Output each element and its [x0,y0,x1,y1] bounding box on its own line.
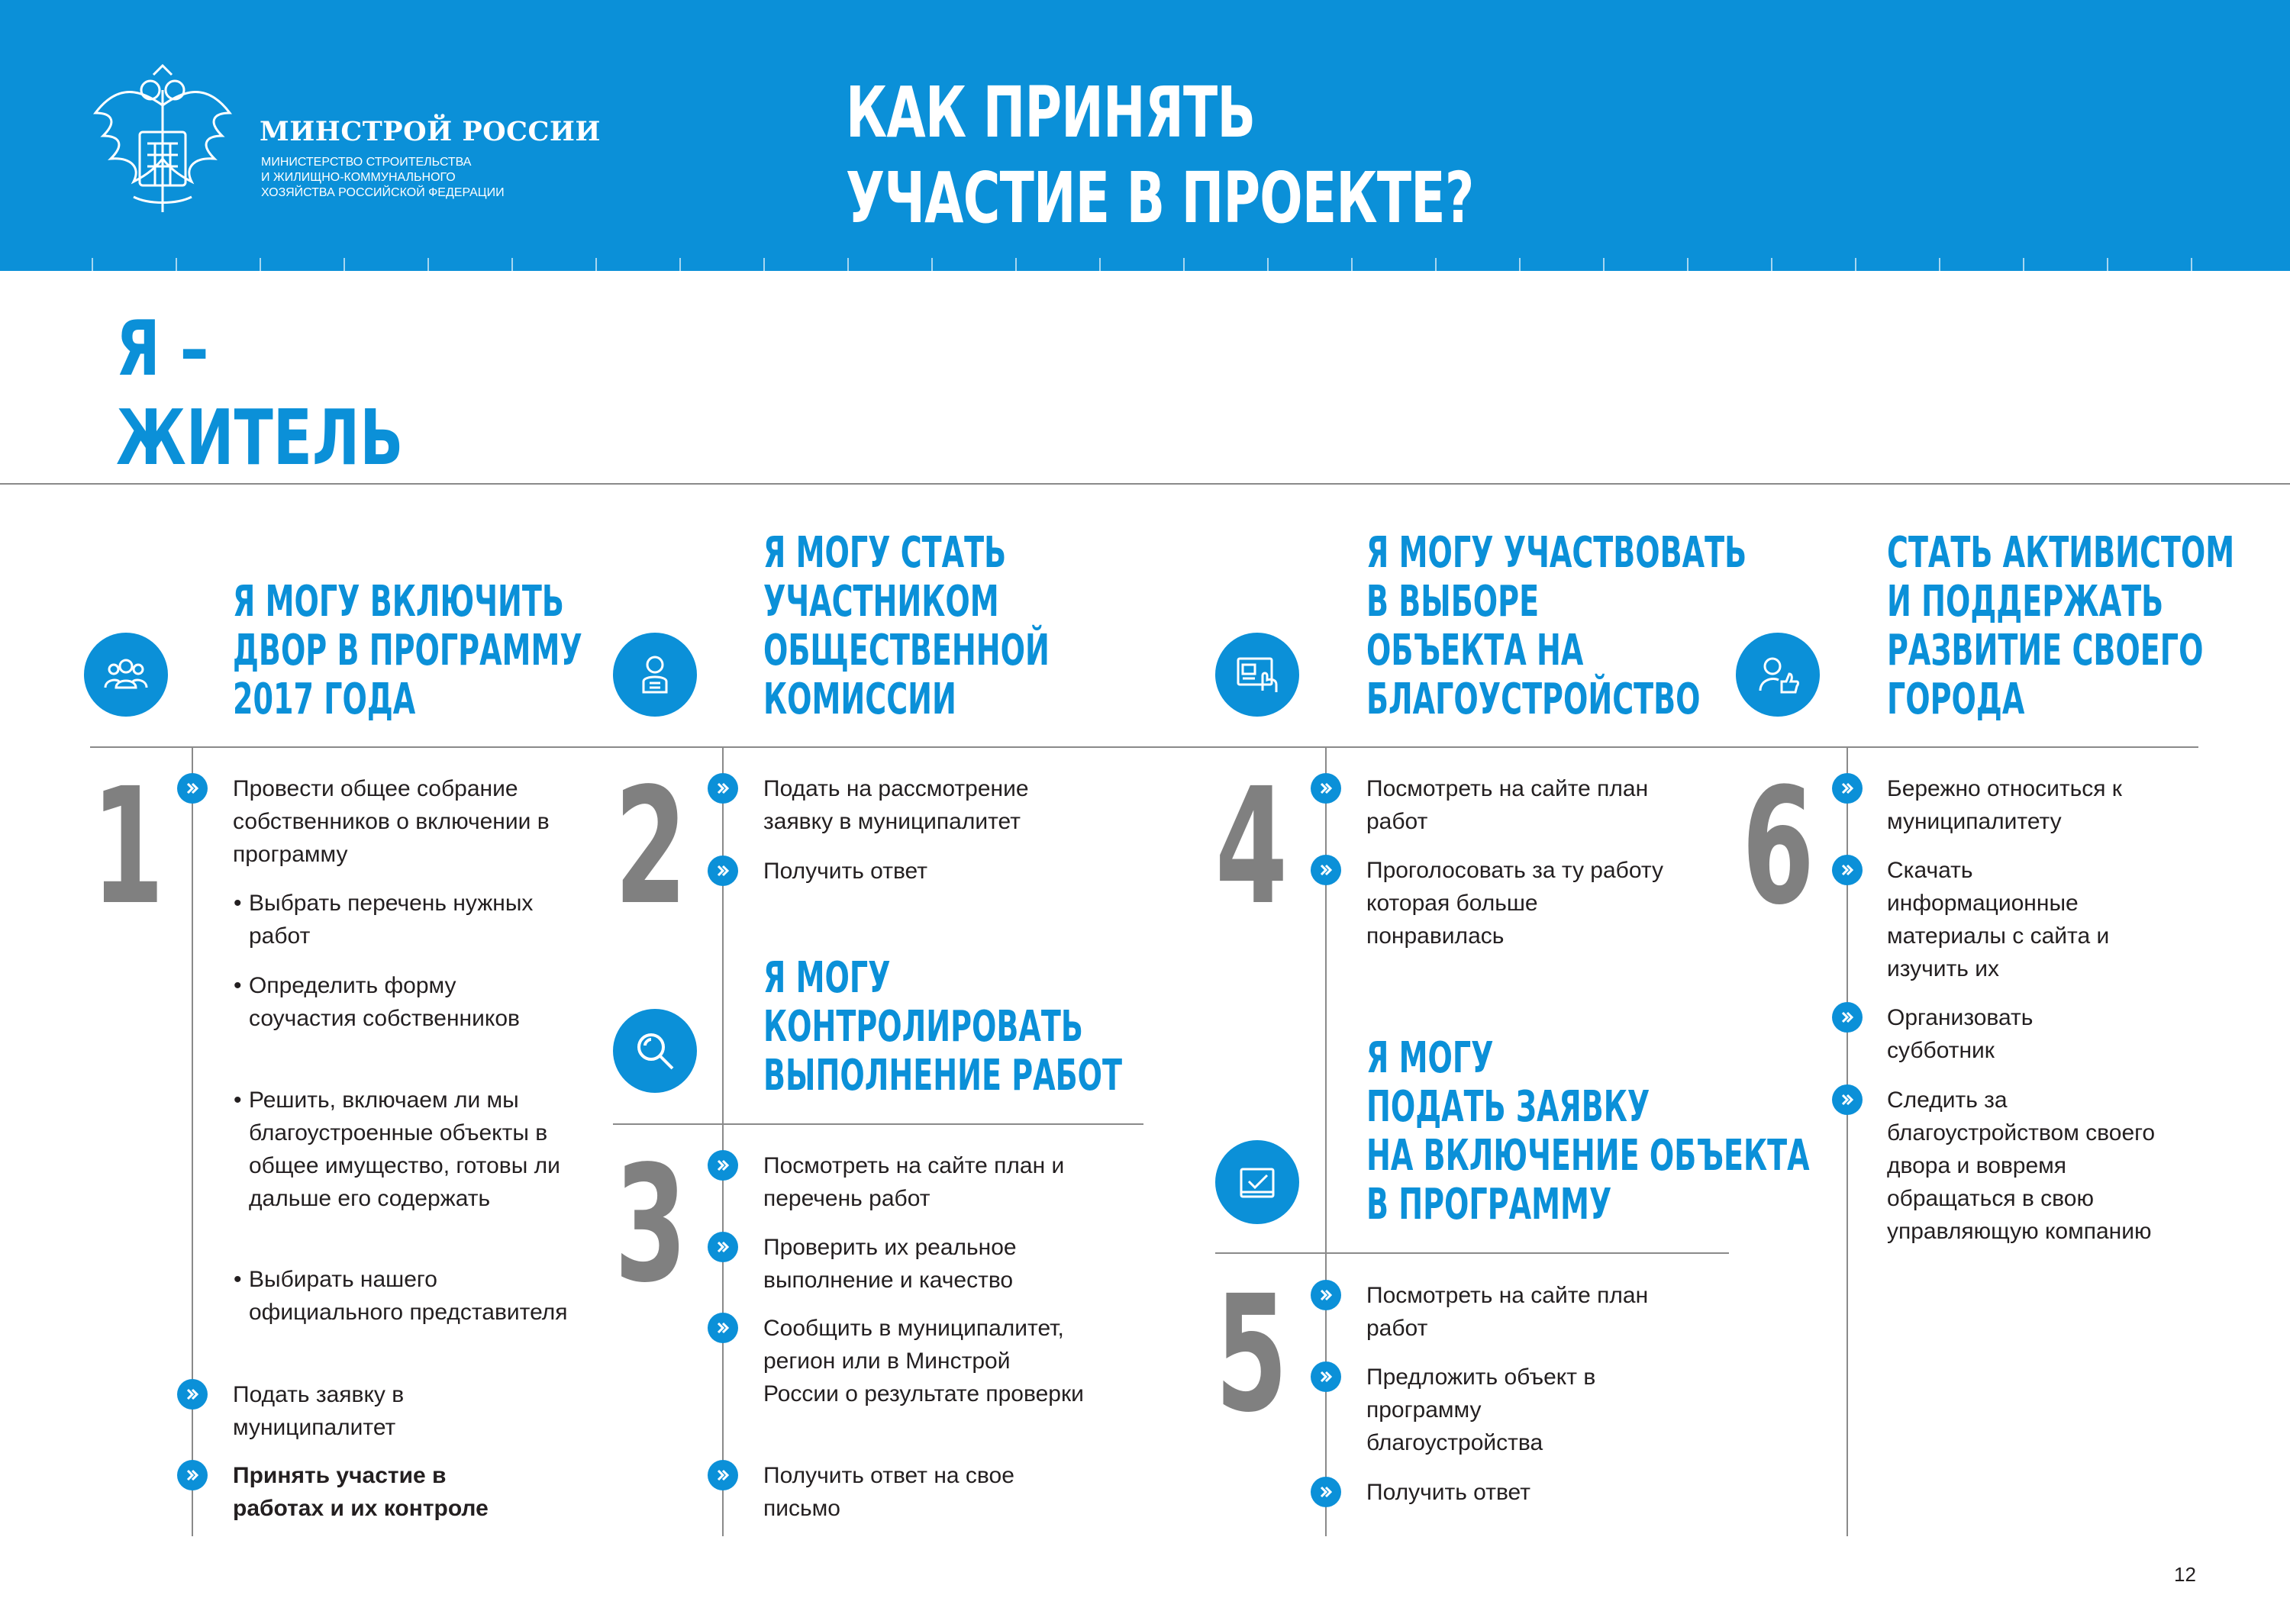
list-item: Получить ответ [1366,1480,1530,1505]
double-chevron-icon [1311,1477,1341,1507]
page-number: 12 [2174,1563,2196,1586]
list-item: Посмотреть на сайте план и перечень работ [763,1153,1065,1211]
section-heading-line: КОМИССИИ [763,675,956,724]
section-heading-line: Я МОГУ [763,953,891,1003]
role-heading-line: Я – [116,304,209,393]
step-number: 2 [614,753,687,940]
list-item: Подать на рассмотрение заявку в муниципалитет [763,776,1029,834]
section-heading [1366,1034,1810,1229]
section-heading-line: НА ВКЛЮЧЕНИЕ ОБЪЕКТА [1366,1131,1810,1181]
org-subtitle-line: И ЖИЛИЩНО-КОММУНАЛЬНОГО [261,171,456,184]
magnifier-icon [613,1009,697,1093]
section-heading-line: ОБЩЕСТВЕННОЙ [763,626,1050,675]
section-divider [0,483,2290,485]
double-chevron-icon [1832,773,1863,804]
org-subtitle [261,155,536,201]
double-chevron-icon [708,856,738,886]
double-chevron-icon [177,1379,208,1410]
checklist-icon [1215,1140,1299,1224]
list-item: Предложить объект в программу благоустройства [1366,1365,1596,1455]
double-chevron-icon [1832,855,1863,885]
list-item: Проверить их реальное выполнение и качество [763,1235,1017,1293]
section-heading-line: Я МОГУ СТАТЬ [763,528,1007,578]
sub-list-item-text: Определить форму соучастия собственников [249,973,520,1031]
double-chevron-icon [708,1460,738,1490]
column-divider [90,746,2198,748]
page-title [846,70,1474,241]
sub-list-item: • Решить, включаем ли мы благоустроенные объекты в общее имущество, готовы ли дальше его содержать [234,1088,560,1211]
list-item: Принять участие в работах и их контроле [233,1463,489,1521]
double-chevron-icon [1832,1002,1863,1033]
double-chevron-icon [177,1460,208,1490]
person-icon [613,633,697,717]
org-name: МИНСТРОЙ РОССИИ [260,116,601,147]
section-heading-line: ДВОР В ПРОГРАММУ [233,626,582,675]
sub-list-item: • Выбирать нашего официального представителя [234,1267,568,1325]
section-heading-line: УЧАСТНИКОМ [763,577,999,627]
list-item: Скачать информационные материалы с сайта и изучить их [1887,858,2110,981]
section-heading-line: Я МОГУ ВКЛЮЧИТЬ [233,577,564,627]
double-chevron-icon [708,1313,738,1343]
org-subtitle-line: ХОЗЯЙСТВА РОССИЙСКОЙ ФЕДЕРАЦИИ [261,186,505,199]
section-heading-line: В ПРОГРАММУ [1366,1180,1612,1229]
section-heading [1887,529,2234,724]
list-item: Получить ответ на свое письмо [763,1463,1014,1521]
list-item: Организовать субботник [1887,1005,2034,1063]
column-divider [1215,1252,1729,1254]
section-heading-line: РАЗВИТИЕ СВОЕГО [1887,626,2204,675]
list-item: Сообщить в муниципалитет, регион или в Минстрой России о результате проверки [763,1316,1084,1406]
section-heading-line: БЛАГОУСТРОЙСТВО [1366,675,1701,724]
column-rule [192,746,193,1536]
page-title-line: КАК ПРИНЯТЬ [846,72,1256,153]
double-chevron-icon [1311,1280,1341,1310]
list-item: Посмотреть на сайте план работ [1366,776,1649,834]
sub-list-item: • Выбрать перечень нужных работ [234,891,534,949]
list-item: Посмотреть на сайте план работ [1366,1283,1649,1341]
emblem-eagle-icon [88,60,237,220]
double-chevron-icon [1311,1361,1341,1392]
section-heading [1366,529,1747,724]
step-number: 3 [614,1131,687,1318]
step-number: 6 [1742,753,1814,940]
page-title-line: УЧАСТИЕ В ПРОЕКТЕ? [846,157,1474,239]
section-heading-line: ПОДАТЬ ЗАЯВКУ [1366,1082,1650,1132]
section-heading [233,578,582,724]
list-item: Проголосовать за ту работу которая больше понравилась [1366,858,1663,949]
double-chevron-icon [1311,855,1341,885]
section-heading-line: ВЫПОЛНЕНИЕ РАБОТ [763,1051,1122,1100]
screen-hand-icon [1215,633,1299,717]
section-heading [763,529,1050,724]
section-heading [763,954,1122,1100]
section-heading-line: КОНТРОЛИРОВАТЬ [763,1002,1083,1052]
thumbs-up-person-icon [1736,633,1820,717]
header-tick-strip [0,258,2290,271]
section-heading-line: В ВЫБОРЕ [1366,577,1540,627]
section-heading-line: СТАТЬ АКТИВИСТОМ [1887,528,2235,578]
group-icon [84,633,168,717]
role-heading-line: ЖИТЕЛЬ [116,393,404,482]
sub-list-item-text: Решить, включаем ли мы благоустроенные объекты в общее имущество, готовы ли дальше его содержать [249,1088,560,1211]
list-item: Получить ответ [763,859,927,884]
sub-list-item: • Определить форму соучастия собственников [234,973,520,1031]
section-heading-line: 2017 ГОДА [233,675,416,724]
org-subtitle-line: МИНИСТЕРСТВО СТРОИТЕЛЬСТВА [261,156,472,169]
double-chevron-icon [708,1150,738,1181]
double-chevron-icon [1311,773,1341,804]
step-number: 5 [1215,1261,1288,1448]
sub-list-item-text: Выбрать перечень нужных работ [249,891,534,949]
list-item: Провести общее собрание собственников о включении в программу [233,776,550,867]
section-heading-line: Я МОГУ [1366,1033,1494,1083]
step-number: 4 [1215,753,1288,940]
sub-list-item-text: Выбирать нашего официального представителя [249,1267,568,1325]
double-chevron-icon [708,773,738,804]
double-chevron-icon [177,773,208,804]
double-chevron-icon [708,1232,738,1262]
list-item: Подать заявку в муниципалитет [233,1382,405,1440]
list-item: Следить за благоустройством своего двора и вовремя обращаться в свою управляющую компанию [1887,1088,2156,1244]
section-heading-line: Я МОГУ УЧАСТВОВАТЬ [1366,528,1747,578]
double-chevron-icon [1832,1084,1863,1115]
section-heading-line: И ПОДДЕРЖАТЬ [1887,577,2164,627]
role-heading [116,304,403,482]
section-heading-line: ГОРОДА [1887,675,2025,724]
section-heading-line: ОБЪЕКТА НА [1366,626,1584,675]
column-divider [613,1123,1143,1125]
list-item: Бережно относиться к муниципалитету [1887,776,2122,834]
step-number: 1 [92,753,164,940]
